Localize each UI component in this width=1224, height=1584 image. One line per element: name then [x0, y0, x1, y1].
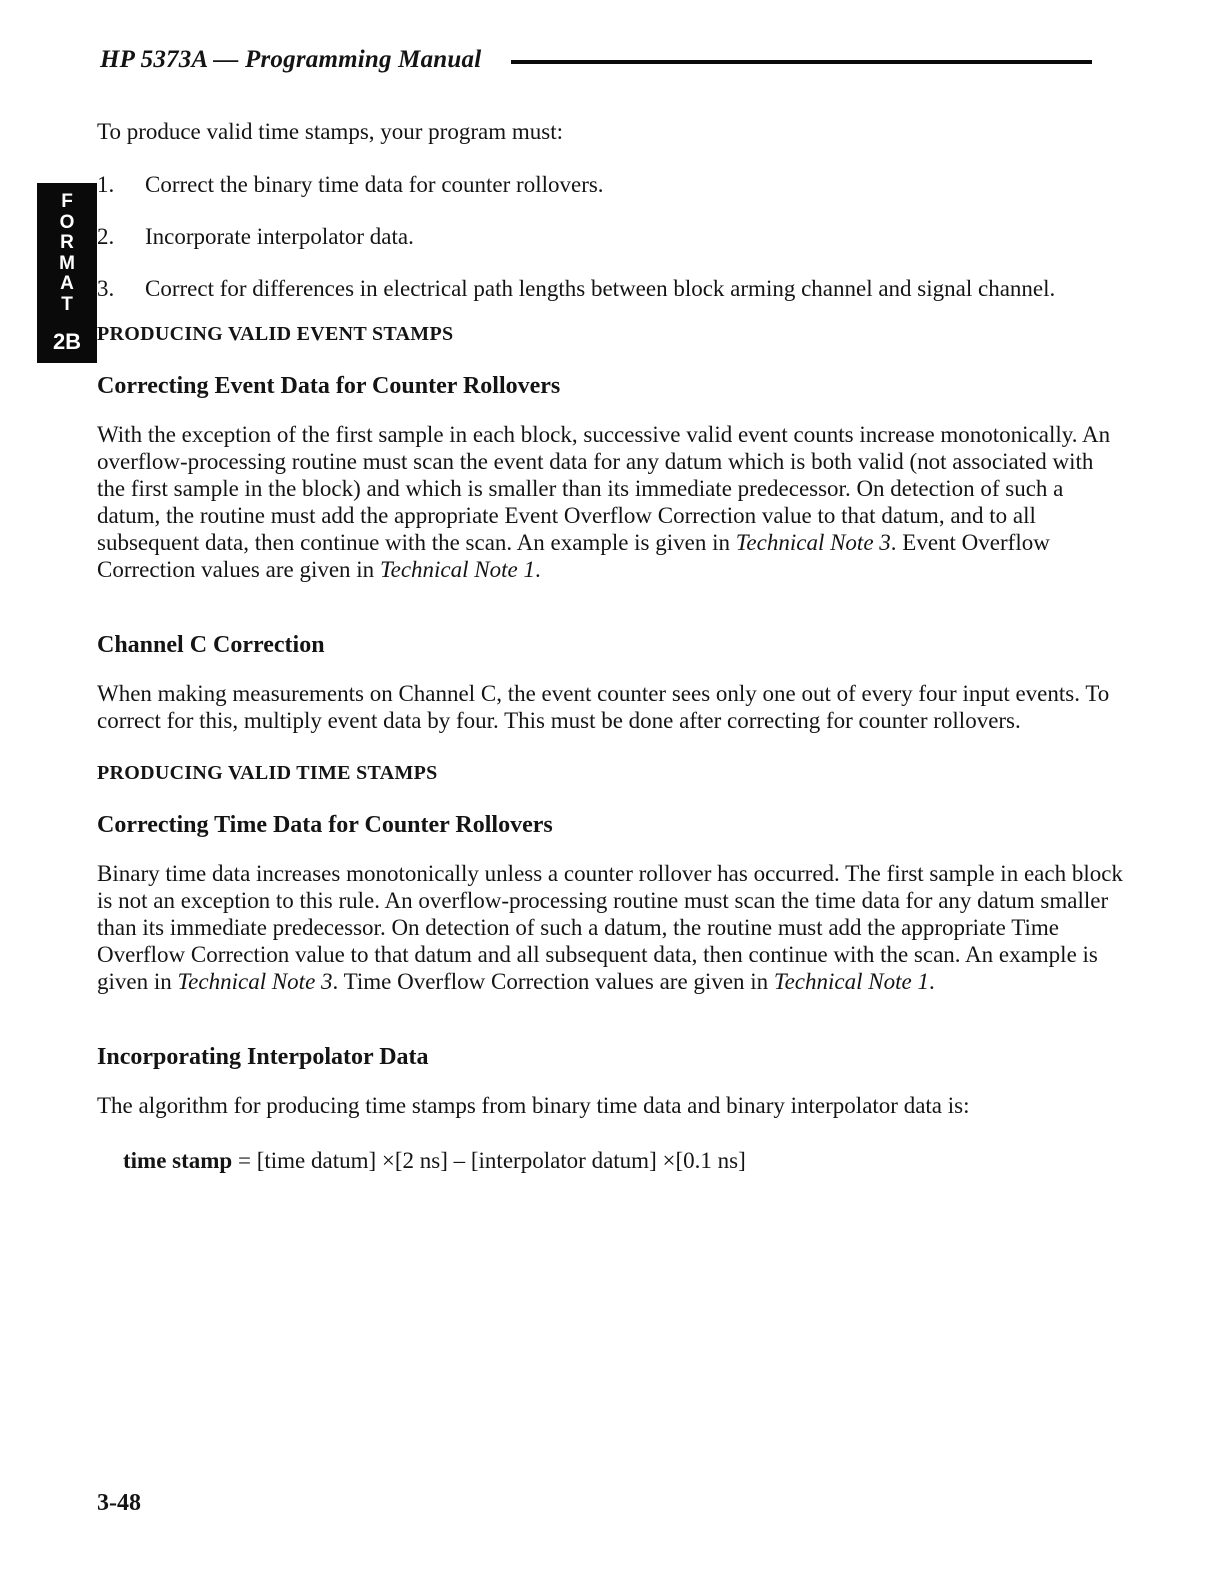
list-item-text: Correct the binary time data for counter rollovers. — [145, 172, 604, 197]
text-segment: . — [534, 557, 541, 582]
text-segment: Technical Note 1 — [379, 557, 535, 582]
text-segment: Technical Note 3 — [177, 969, 333, 994]
section-heading: Incorporating Interpolator Data — [97, 1044, 429, 1070]
section-subheading: PRODUCING VALID TIME STAMPS — [97, 762, 438, 784]
list-item — [97, 223, 1123, 250]
section-paragraph — [97, 860, 1123, 995]
text-segment: . Time Overflow Correction values are given in — [332, 969, 774, 994]
text-segment: Technical Note 3 — [735, 530, 891, 555]
list-item — [97, 275, 1123, 302]
format-tab-letter: O — [59, 211, 75, 233]
text-segment: Binary time data increases monotonically unless a counter rollover has occurred. The first sample in each block is not an exception to this rule. An overflow-processing routine must scan the time data for any datum smaller than its immediate predecessor. On detection of such a datum, the routine must add the appropriate Time Overflow Correction value to that datum and all subsequent data, then continue with the scan. An example is given in — [97, 861, 1123, 994]
sections-container — [97, 322, 1123, 1174]
format-tab-letter: A — [60, 273, 74, 294]
list-item-number: 3. — [97, 276, 115, 301]
format-tab-letter: M — [59, 252, 75, 274]
format-section-tab — [37, 183, 97, 363]
text-segment: The algorithm for producing time stamps from binary time data and binary interpolator data is: — [97, 1093, 970, 1118]
page-footer — [97, 1490, 141, 1517]
list-item-number: 2. — [97, 224, 115, 249]
page-number: 3-48 — [97, 1490, 141, 1516]
time-stamp-formula — [97, 1147, 1123, 1174]
list-item-number: 1. — [97, 172, 115, 197]
header-rule — [511, 60, 1092, 64]
list-item — [97, 171, 1123, 198]
section-paragraph — [97, 680, 1123, 734]
text-segment: With the exception of the first sample in each block, successive valid event counts increase monotonically. An overflow-processing routine must scan the event data for any datum which is both valid (not associated with the first sample in the block) and which is smaller than its immediate predecessor. On detection of such a datum, the routine must add the appropriate Event Overflow Correction value to that datum, and to all subsequent data, then continue with the scan. An example is given in — [97, 422, 1111, 555]
text-segment: . Event Overflow Correction values are given in — [97, 530, 1050, 582]
list-item-text: Correct for differences in electrical path lengths between block arming channel and signal channel. — [145, 276, 1056, 301]
numbered-list — [97, 171, 1123, 302]
text-segment: = [time datum] ×[2 ns] – [interpolator datum] ×[0.1 ns] — [232, 1148, 746, 1173]
intro-text: To produce valid time stamps, your program must: — [97, 119, 563, 144]
section-paragraph — [97, 421, 1123, 583]
format-tab-letter: R — [60, 232, 74, 253]
format-tab-letters — [59, 192, 75, 315]
format-tab-letter: F — [61, 191, 73, 212]
page-header — [0, 0, 1224, 74]
text-segment: When making measurements on Channel C, the event counter sees only one out of every four input events. To correct for this, multiply event data by four. This must be done after correcting for counter rollovers. — [97, 681, 1110, 733]
section-heading: Channel C Correction — [97, 632, 325, 658]
format-tab-number: 2B — [52, 329, 82, 354]
header-title: HP 5373A — Programming Manual — [100, 46, 482, 73]
document-body — [97, 118, 1123, 1174]
text-segment: time stamp — [123, 1148, 233, 1173]
list-item-text: Incorporate interpolator data. — [145, 224, 414, 249]
section-subheading: PRODUCING VALID EVENT STAMPS — [97, 323, 454, 345]
text-segment: . — [928, 969, 935, 994]
format-tab-letter: T — [61, 293, 73, 315]
section-paragraph — [97, 1092, 1123, 1119]
section-heading: Correcting Event Data for Counter Rollovers — [97, 373, 561, 399]
section-heading: Correcting Time Data for Counter Rollovers — [97, 812, 553, 838]
text-segment: Technical Note 1 — [773, 969, 929, 994]
